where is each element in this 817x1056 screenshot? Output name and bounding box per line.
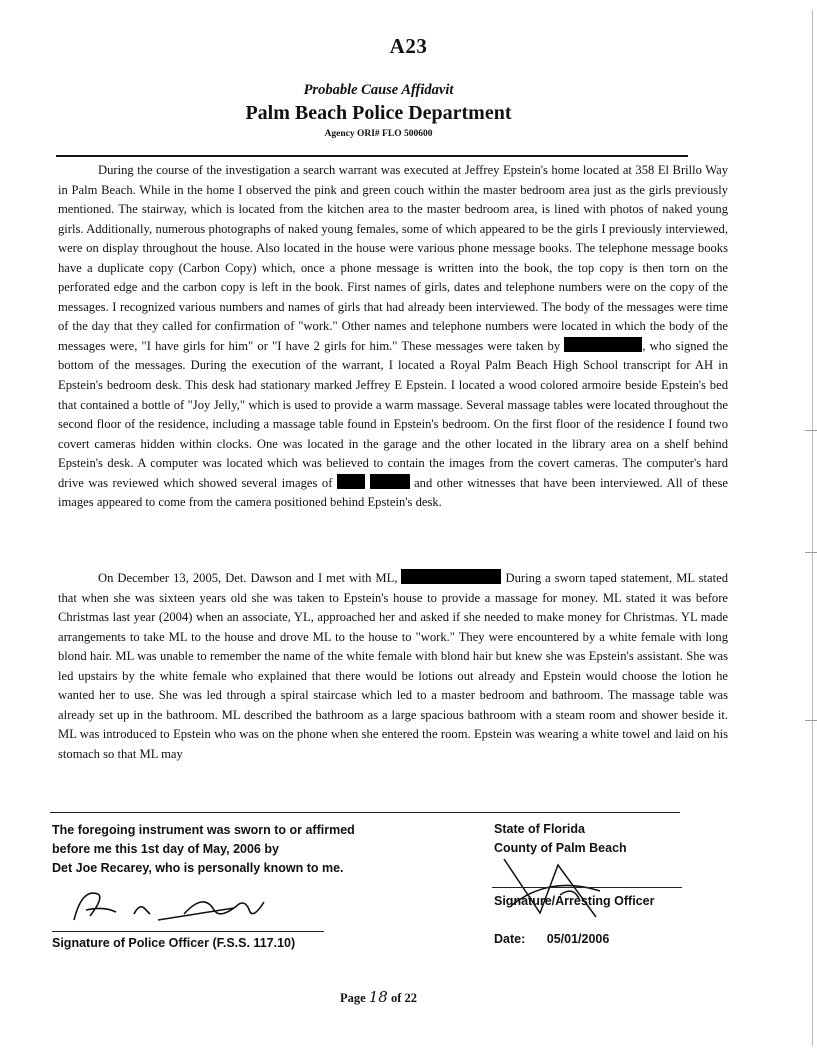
state-label: State of Florida [494,822,585,836]
page-prefix: Page [339,991,366,1005]
department-title: Palm Beach Police Department [245,102,512,124]
page-suffix: of 22 [390,991,418,1005]
jurisdiction-block [494,820,627,858]
scan-mark [805,720,817,721]
date-label: Date: [494,932,526,946]
signature-line [492,887,682,888]
sworn-line: Det Joe Recarey, who is personally known to me. [52,861,344,875]
signature-section-divider [50,812,680,813]
paragraph-text: , who signed the bottom of the messages. During the execution of the warrant, I located a Royal Palm Beach High School transcript for AH in Epstein's bedroom desk. This desk had stationary marked Jeffrey E Epstein. I located a wood colored armoire beside Epstein's bed that contained a bottle of "Joy Jelly," which is used to provide a warm massage. Several massage tables were located throughout the second floor of the residence, including a massage table found in Epstein's bedroom. On the first floor of the residence I found two covert cameras hidden within clocks. One was located in the garage and the other located in the library area on a shelf behind Epstein's desk. A computer was located which was believed to contain the images from the covert cameras. The computer's hard drive was reviewed which showed several images of [58,338,729,490]
date-value: 05/01/2006 [546,932,610,946]
paragraph-text: During the course of the investigation a search warrant was executed at Jeffrey Epstein's home located at 358 El Brillo Way in Palm Beach. While in the home I observed the pink and green couch within the master bedroom area just as the girls previously mentioned. The stairway, which is located from the kitchen area to the master bedroom area, is lined with photos of naked young girls. Additionally, numerous photographs of naked young females, some of which appeared to be the girls I previously interviewed, were on display throughout the house. Also located in the house were various phone message books. The telephone message books have a duplicate copy (Carbon Copy) which, once a phone message is written into the book, the top copy is then torn on the perforated edge and the carbon copy is left in the book. First names of girls, dates and telephone numbers were on the copy of the messages. I recognized various numbers and names of girls that had already been interviewed. The body of the messages were time of the day that they called for confirmation of "work." Other names and telephone numbers were located in which the body of the messages were, "I have girls for him" or "I have 2 girls for him." These messages were taken by [58,163,728,353]
scan-edge [812,10,813,1046]
page-number: 18 [368,988,388,1006]
agency-ori: Agency ORI# FLO 500600 [324,129,433,139]
sworn-line: The foregoing instrument was sworn to or affirmed [52,823,355,837]
paragraph-interview [58,569,728,764]
date-row [494,932,609,946]
arresting-officer-signature [500,855,610,921]
redaction-box [401,569,501,584]
arresting-signature-label: Signature/Arresting Officer [494,894,655,908]
redaction-box [370,474,410,489]
paragraph-text: On December 13, 2005, Det. Dawson and I met with ML, [98,571,398,585]
page-footer [0,988,757,1006]
scan-mark [805,552,817,553]
redaction-box [564,337,642,352]
document-subtitle: Probable Cause Affidavit [303,82,454,98]
document-code: A23 [389,34,428,58]
paragraph-text: and other witnesses that have been interviewed. All of these images appeared to come from the camera positioned behind Epstein's desk. [58,475,729,510]
county-label: County of Palm Beach [494,841,627,855]
header-divider [56,155,688,157]
police-officer-signature [64,880,274,932]
paragraph-text: During a sworn taped statement, ML stated that when she was sixteen years old she was taken to Epstein's house to provide a massage for money. ML stated it was before Christmas last year (2004) when an associate, YL, approached her and asked if she needed to make money for Christmas. YL made arrangements to take ML to the house and drove ML to the house to "work." They were encountered by a white female with long blond hair. ML was unable to remember the name of the white female with blond hair but knew she was Epstein's assistant. She was led upstairs by the white female who explained that there would be lotions out already and Epstein would choose the lotion he wanted her to use. She was led through a spiral staircase which led to a master bedroom and bathroom. The massage table was already set up in the bathroom. ML described the bathroom as a large spacious bathroom with a steam room and shower beside it. ML was introduced to Epstein who was on the phone when she entered the room. Epstein was wearing a white towel and laid on his stomach so that ML may [58,571,728,761]
sworn-line: before me this 1st day of May, 2006 by [52,842,279,856]
sworn-statement [52,821,412,878]
signature-line [52,931,324,932]
redaction-box [337,474,365,489]
police-signature-label: Signature of Police Officer (F.S.S. 117.10) [52,936,296,950]
scan-mark [805,430,817,431]
paragraph-search-warrant [58,161,728,513]
